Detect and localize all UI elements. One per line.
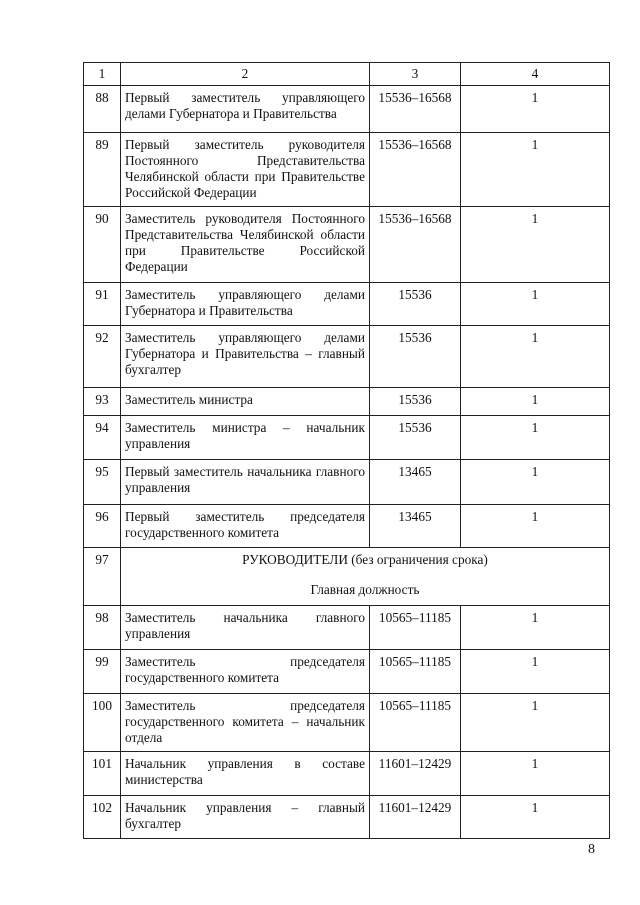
salary-range: 15536–16568 bbox=[370, 207, 461, 283]
row-number: 102 bbox=[84, 796, 121, 839]
position-count: 1 bbox=[461, 207, 610, 283]
section-row bbox=[84, 548, 610, 606]
position-count: 1 bbox=[461, 283, 610, 326]
positions-table bbox=[83, 62, 610, 839]
table-row bbox=[84, 416, 610, 460]
table-row bbox=[84, 388, 610, 416]
position-count: 1 bbox=[461, 388, 610, 416]
table-row bbox=[84, 133, 610, 207]
header-col-1: 1 bbox=[84, 63, 121, 86]
header-col-4: 4 bbox=[461, 63, 610, 86]
salary-range: 15536–16568 bbox=[370, 133, 461, 207]
table-row bbox=[84, 283, 610, 326]
salary-range: 13465 bbox=[370, 505, 461, 548]
table-row bbox=[84, 505, 610, 548]
position-name: Заместитель министра bbox=[121, 388, 370, 416]
position-count: 1 bbox=[461, 416, 610, 460]
salary-range: 15536 bbox=[370, 283, 461, 326]
position-name: Заместитель председателя государственного комитета – начальник отдела bbox=[121, 694, 370, 752]
position-name: Первый заместитель управляющего делами Губернатора и Правительства bbox=[121, 86, 370, 133]
row-number: 98 bbox=[84, 606, 121, 650]
table-row bbox=[84, 752, 610, 796]
position-name: Заместитель председателя государственного комитета bbox=[121, 650, 370, 694]
salary-range: 11601–12429 bbox=[370, 752, 461, 796]
position-count: 1 bbox=[461, 694, 610, 752]
row-number: 100 bbox=[84, 694, 121, 752]
table-header-row bbox=[84, 63, 610, 86]
salary-range: 10565–11185 bbox=[370, 606, 461, 650]
position-count: 1 bbox=[461, 133, 610, 207]
row-number: 95 bbox=[84, 460, 121, 505]
salary-range: 15536 bbox=[370, 388, 461, 416]
row-number: 99 bbox=[84, 650, 121, 694]
row-number: 96 bbox=[84, 505, 121, 548]
row-number: 93 bbox=[84, 388, 121, 416]
position-name: Заместитель министра – начальник управления bbox=[121, 416, 370, 460]
table-row bbox=[84, 460, 610, 505]
position-count: 1 bbox=[461, 796, 610, 839]
position-name: Первый заместитель председателя государственного комитета bbox=[121, 505, 370, 548]
position-count: 1 bbox=[461, 86, 610, 133]
position-name: Заместитель руководителя Постоянного Представительства Челябинской области при Правительстве Российской Федерации bbox=[121, 207, 370, 283]
row-number: 88 bbox=[84, 86, 121, 133]
row-number: 92 bbox=[84, 326, 121, 388]
section-title: РУКОВОДИТЕЛИ (без ограничения срока) bbox=[242, 552, 488, 567]
salary-range: 15536–16568 bbox=[370, 86, 461, 133]
salary-range: 13465 bbox=[370, 460, 461, 505]
row-number: 101 bbox=[84, 752, 121, 796]
table-row bbox=[84, 326, 610, 388]
position-count: 1 bbox=[461, 650, 610, 694]
row-number: 89 bbox=[84, 133, 121, 207]
position-name: Заместитель управляющего делами Губернатора и Правительства bbox=[121, 283, 370, 326]
salary-range: 15536 bbox=[370, 416, 461, 460]
table-row bbox=[84, 650, 610, 694]
position-count: 1 bbox=[461, 606, 610, 650]
page-number: 8 bbox=[588, 842, 595, 857]
position-name: Начальник управления – главный бухгалтер bbox=[121, 796, 370, 839]
position-name: Первый заместитель руководителя Постоянного Представительства Челябинской области при Правительстве Российской Федерации bbox=[121, 133, 370, 207]
table-row bbox=[84, 86, 610, 133]
row-number: 97 bbox=[84, 548, 121, 606]
position-name: Первый заместитель начальника главного управления bbox=[121, 460, 370, 505]
salary-range: 15536 bbox=[370, 326, 461, 388]
position-count: 1 bbox=[461, 326, 610, 388]
salary-range: 11601–12429 bbox=[370, 796, 461, 839]
table-row bbox=[84, 207, 610, 283]
table-row bbox=[84, 606, 610, 650]
header-col-2: 2 bbox=[121, 63, 370, 86]
section-subtitle: Главная должность bbox=[310, 582, 420, 597]
row-number: 94 bbox=[84, 416, 121, 460]
position-name: Заместитель управляющего делами Губернатора и Правительства – главный бухгалтер bbox=[121, 326, 370, 388]
row-number: 91 bbox=[84, 283, 121, 326]
position-name: Заместитель начальника главного управления bbox=[121, 606, 370, 650]
table-row bbox=[84, 694, 610, 752]
section-heading-cell bbox=[121, 548, 610, 606]
position-count: 1 bbox=[461, 460, 610, 505]
position-name: Начальник управления в составе министерства bbox=[121, 752, 370, 796]
table-row bbox=[84, 796, 610, 839]
position-count: 1 bbox=[461, 752, 610, 796]
row-number: 90 bbox=[84, 207, 121, 283]
header-col-3: 3 bbox=[370, 63, 461, 86]
salary-range: 10565–11185 bbox=[370, 694, 461, 752]
salary-range: 10565–11185 bbox=[370, 650, 461, 694]
position-count: 1 bbox=[461, 505, 610, 548]
